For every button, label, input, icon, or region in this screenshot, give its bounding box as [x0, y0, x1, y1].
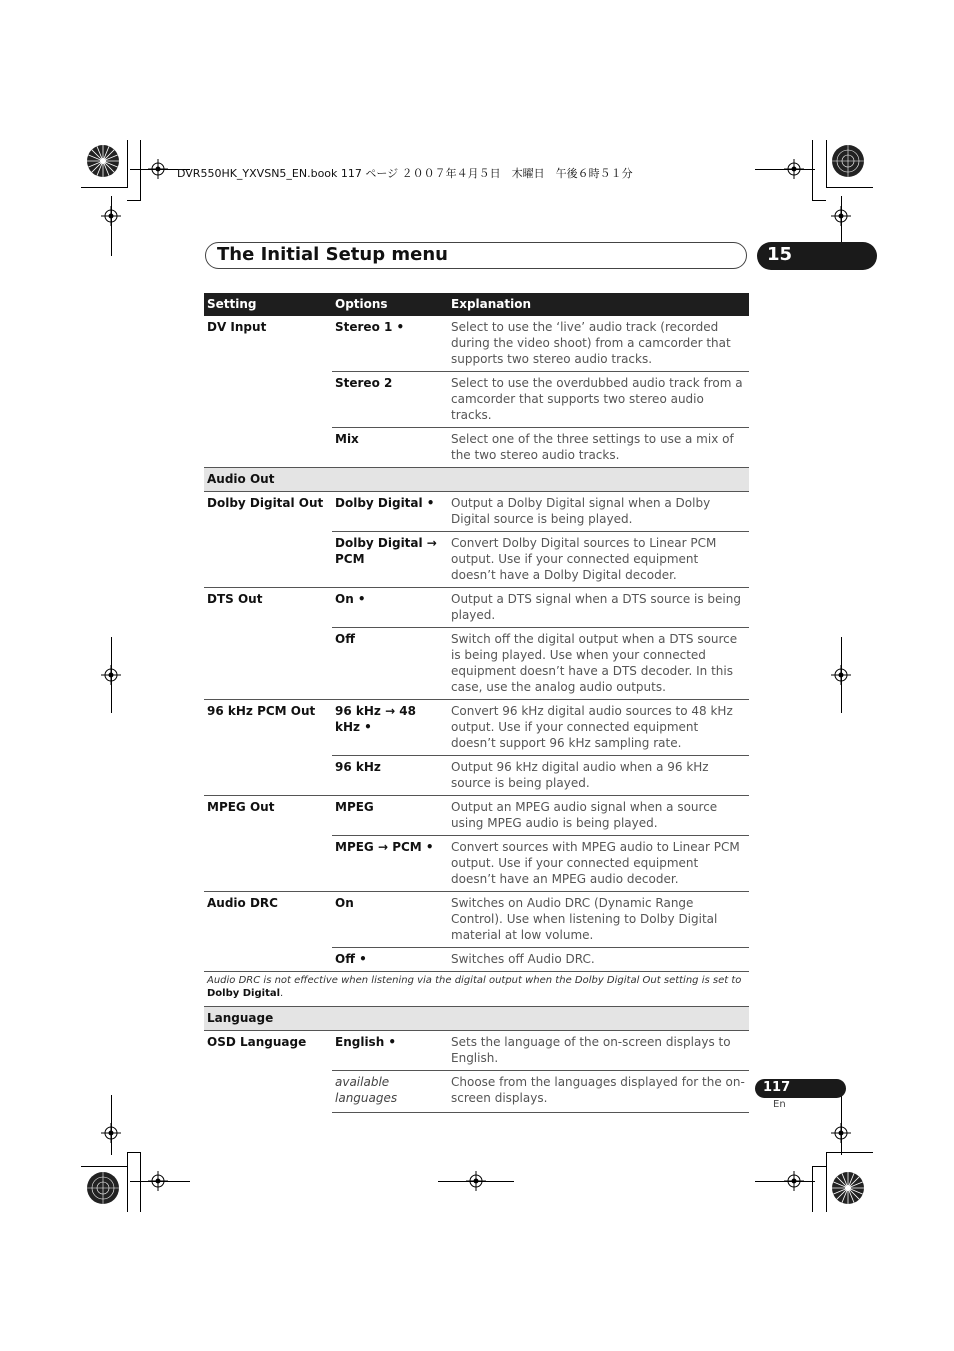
- explanation-cell: Output a Dolby Digital signal when a Dolby Digital source is being played.: [451, 496, 711, 526]
- section-heading: Language: [204, 1007, 749, 1031]
- explanation-cell: Select to use the overdubbed audio track from a camcorder that supports two stereo audio tracks.: [448, 372, 749, 428]
- explanation-cell: Output 96 kHz digital audio when a 96 kHz source is being played.: [448, 756, 749, 796]
- explanation-cell: Choose from the languages displayed for the on-screen displays.: [448, 1071, 749, 1113]
- option-cell: On •: [332, 588, 448, 628]
- explanation-cell: Convert Dolby Digital sources to Linear PCM output. Use if your connected equipment doesn’t have a Dolby Digital decoder.: [448, 532, 749, 588]
- setting-osd-language: OSD Language: [207, 1035, 307, 1049]
- explanation-cell: Switch off the digital output when a DTS source is being played. Use when your connected equipment doesn’t have a DTS decoder. In this case, use the analog audio outputs.: [448, 628, 749, 700]
- option-cell: Dolby Digital •: [335, 496, 435, 510]
- explanation-cell: Output a DTS signal when a DTS source is being played.: [448, 588, 749, 628]
- setting-audio-drc: Audio DRC: [204, 892, 332, 972]
- option-cell: Off •: [332, 948, 448, 972]
- table-header-row: [204, 293, 749, 316]
- option-cell: Stereo 1 •: [335, 320, 405, 334]
- setting-mpeg-out: MPEG Out: [204, 796, 332, 892]
- sunburst-icon: [831, 1171, 865, 1205]
- table-note-row: [204, 972, 749, 1007]
- option-cell: MPEG → PCM •: [332, 836, 448, 892]
- option-cell: available languages: [332, 1071, 448, 1113]
- book-info-line: DVR550HK_YXVSN5_EN.book 117 ページ ２００７年４月５日 木曜日 午後６時５１分: [177, 167, 633, 180]
- page-language: En: [773, 1099, 786, 1110]
- section-row-language: [204, 1007, 749, 1031]
- column-header-explanation: Explanation: [448, 293, 749, 316]
- settings-table: [204, 293, 749, 1113]
- table-row: [204, 316, 749, 372]
- explanation-cell: Convert sources with MPEG audio to Linear PCM output. Use if your connected equipment doesn’t have an MPEG audio decoder.: [448, 836, 749, 892]
- explanation-cell: Output an MPEG audio signal when a source using MPEG audio is being played.: [448, 796, 749, 836]
- table-note: [204, 972, 749, 1007]
- column-header-options: Options: [332, 293, 448, 316]
- option-cell: 96 kHz: [332, 756, 448, 796]
- sunburst-icon: [86, 144, 120, 178]
- option-cell: Mix: [332, 428, 448, 468]
- table-row: [204, 700, 749, 756]
- option-cell: English •: [335, 1035, 397, 1049]
- note-bold: Dolby Digital: [207, 988, 281, 999]
- setting-dv-input: DV Input: [207, 320, 267, 334]
- table-row: [204, 892, 749, 948]
- page-title: The Initial Setup menu: [217, 244, 448, 265]
- column-header-setting: Setting: [204, 293, 332, 316]
- note-text: Audio DRC is not effective when listening via the digital output when the Dolby Digital Out setting is set to: [207, 975, 742, 986]
- explanation-cell: Switches off Audio DRC.: [448, 948, 749, 972]
- table-row: [204, 1031, 749, 1071]
- explanation-cell: Select to use the ‘live’ audio track (recorded during the video shoot) from a camcorder that supports two stereo audio tracks.: [451, 320, 731, 366]
- option-cell: Off: [332, 628, 448, 700]
- chapter-number: 15: [767, 244, 793, 265]
- table-row: [204, 492, 749, 532]
- option-cell: 96 kHz → 48 kHz •: [332, 700, 448, 756]
- explanation-cell: Switches on Audio DRC (Dynamic Range Control). Use when listening to Dolby Digital material at low volume.: [448, 892, 749, 948]
- explanation-cell: Convert 96 kHz digital audio sources to 48 kHz output. Use if your connected equipment doesn’t support 96 kHz sampling rate.: [448, 700, 749, 756]
- option-cell: On: [332, 892, 448, 948]
- setting-dts-out: DTS Out: [204, 588, 332, 700]
- option-cell: MPEG: [332, 796, 448, 836]
- sunburst-icon: [831, 144, 865, 178]
- section-row-audio-out: [204, 468, 749, 492]
- explanation-cell: Select one of the three settings to use a mix of the two stereo audio tracks.: [448, 428, 749, 468]
- option-cell: Dolby Digital → PCM: [332, 532, 448, 588]
- table-row: [204, 796, 749, 836]
- page-number: 117: [763, 1080, 791, 1095]
- setting-pcm-out: 96 kHz PCM Out: [204, 700, 332, 796]
- option-cell: Stereo 2: [332, 372, 448, 428]
- table-row: [204, 588, 749, 628]
- setting-dolby-digital-out: Dolby Digital Out: [207, 496, 324, 510]
- section-heading: Audio Out: [204, 468, 749, 492]
- sunburst-icon: [86, 1171, 120, 1205]
- explanation-cell: Sets the language of the on-screen displays to English.: [451, 1035, 731, 1065]
- note-end: .: [280, 988, 284, 999]
